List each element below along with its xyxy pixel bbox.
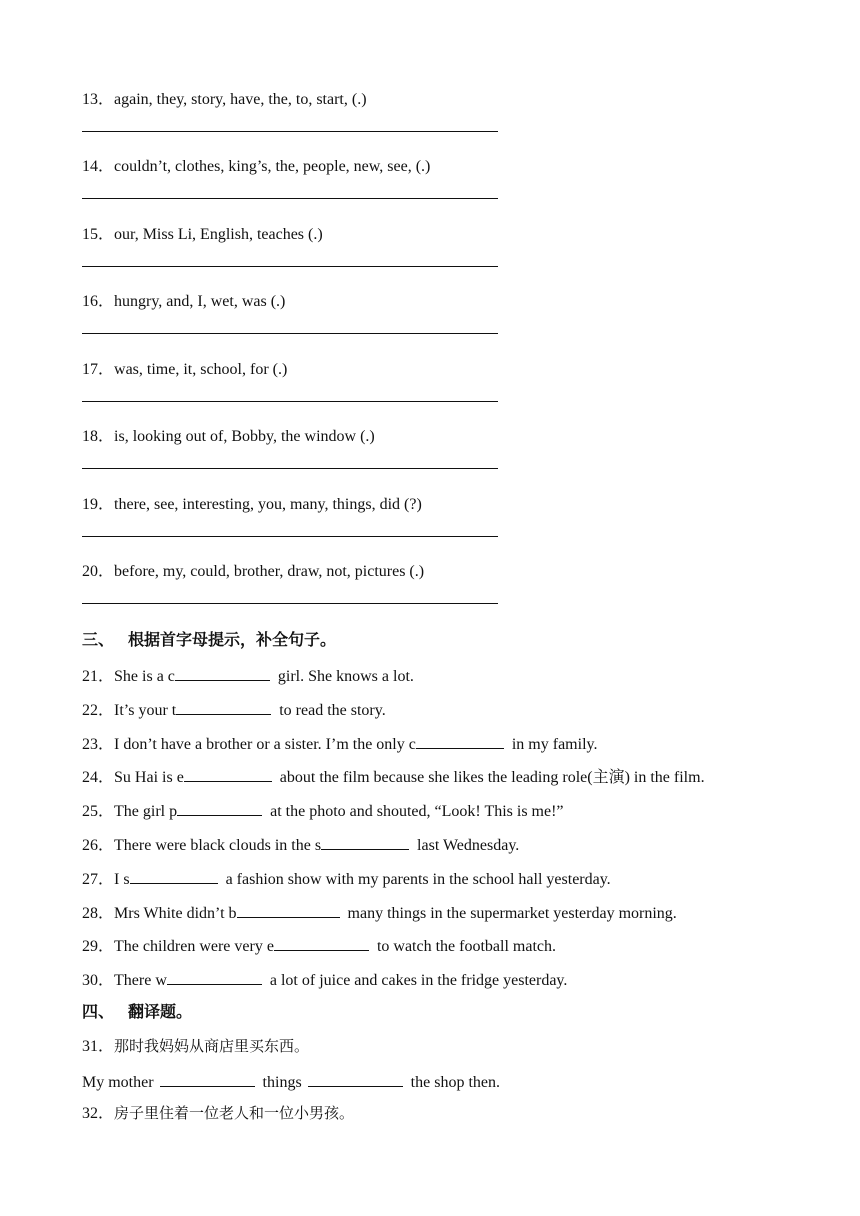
question-number: 25． <box>82 803 115 820</box>
question-suffix: to read the story. <box>279 702 386 719</box>
question-24 <box>82 765 705 788</box>
answer-blank[interactable] <box>160 1070 255 1087</box>
question-28 <box>82 901 677 924</box>
answer-suffix: the shop then. <box>410 1074 500 1091</box>
question-25 <box>82 799 564 822</box>
answer-line <box>82 333 498 334</box>
question-suffix: many things in the supermarket yesterday morning. <box>347 905 677 922</box>
answer-blank[interactable] <box>416 732 504 749</box>
answer-line <box>82 266 498 267</box>
question-number: 18． <box>82 428 115 445</box>
question-15 <box>82 225 502 245</box>
question-prefix: The children were very e <box>114 938 274 955</box>
question-29 <box>82 934 556 957</box>
question-prefix: There w <box>114 972 167 989</box>
question-suffix: last Wednesday. <box>417 837 520 854</box>
question-text <box>82 562 502 582</box>
answer-line <box>82 536 498 537</box>
answer-blank[interactable] <box>184 765 272 782</box>
question-number: 20． <box>82 563 115 580</box>
question-number: 29． <box>82 938 115 955</box>
chinese-sentence: 房子里住着一位老人和一位小男孩。 <box>114 1104 355 1122</box>
question-prefix: It’s your t <box>114 702 177 719</box>
answer-blank[interactable] <box>130 867 218 884</box>
question-number: 27． <box>82 871 115 888</box>
question-20 <box>82 562 502 582</box>
question-suffix: a fashion show with my parents in the school hall yesterday. <box>225 871 611 888</box>
question-words: hungry, and, I, wet, was (.) <box>114 293 286 310</box>
question-number: 24． <box>82 769 115 786</box>
question-number: 32． <box>82 1105 115 1122</box>
answer-line <box>82 603 498 604</box>
question-23 <box>82 732 597 755</box>
question-32 <box>82 1103 354 1124</box>
answer-blank[interactable] <box>176 698 271 715</box>
question-words: was, time, it, school, for (.) <box>114 361 288 378</box>
answer-line <box>82 468 498 469</box>
answer-blank[interactable] <box>274 934 369 951</box>
question-16 <box>82 292 502 312</box>
question-number: 15． <box>82 226 115 243</box>
section-title: 根据首字母提示，补全句子。 <box>128 630 337 649</box>
question-suffix: about the film because she likes the leading role(主演) in the film. <box>279 769 705 786</box>
question-words: before, my, could, brother, draw, not, pictures (.) <box>114 563 425 580</box>
question-number: 14． <box>82 158 115 175</box>
question-prefix: Mrs White didn’t b <box>114 905 237 922</box>
question-number: 30． <box>82 972 115 989</box>
question-suffix: in my family. <box>511 736 598 753</box>
question-27 <box>82 867 611 890</box>
section-four-heading <box>82 1002 192 1022</box>
question-14 <box>82 157 502 177</box>
question-suffix: girl. She knows a lot. <box>277 668 414 685</box>
section-three-heading <box>82 630 336 650</box>
answer-middle: things <box>262 1074 302 1091</box>
question-21 <box>82 664 414 687</box>
question-number: 21． <box>82 668 115 685</box>
question-text <box>82 157 502 177</box>
question-text <box>82 292 502 312</box>
question-31 <box>82 1036 309 1057</box>
question-22 <box>82 698 386 721</box>
question-number: 16． <box>82 293 115 310</box>
question-text <box>82 360 502 380</box>
answer-blank[interactable] <box>167 968 262 985</box>
question-17 <box>82 360 502 380</box>
question-suffix: at the photo and shouted, “Look! This is me!” <box>270 803 564 820</box>
question-text <box>82 90 502 110</box>
question-words: is, looking out of, Bobby, the window (.) <box>114 428 375 445</box>
question-prefix: The girl p <box>114 803 178 820</box>
answer-blank[interactable] <box>237 901 340 918</box>
section-title: 翻译题。 <box>128 1002 193 1021</box>
question-18 <box>82 427 502 447</box>
question-number: 31． <box>82 1038 115 1055</box>
question-number: 22． <box>82 702 115 719</box>
question-number: 13． <box>82 91 115 108</box>
question-26 <box>82 833 519 856</box>
question-words: there, see, interesting, you, many, things, did (?) <box>114 496 422 513</box>
question-30 <box>82 968 567 991</box>
answer-line <box>82 198 498 199</box>
question-number: 23． <box>82 736 115 753</box>
question-suffix: a lot of juice and cakes in the fridge yesterday. <box>269 972 568 989</box>
question-words: our, Miss Li, English, teaches (.) <box>114 226 323 243</box>
question-31-answer <box>82 1070 500 1093</box>
question-13 <box>82 90 502 110</box>
answer-blank[interactable] <box>321 833 409 850</box>
answer-line <box>82 401 498 402</box>
question-19 <box>82 495 502 515</box>
question-prefix: I s <box>114 871 130 888</box>
question-text <box>82 427 502 447</box>
question-text <box>82 495 502 515</box>
question-prefix: There were black clouds in the s <box>114 837 322 854</box>
section-number: 四、 <box>82 1002 115 1021</box>
chinese-sentence: 那时我妈妈从商店里买东西。 <box>114 1037 310 1055</box>
question-prefix: I don’t have a brother or a sister. I’m the only c <box>114 736 416 753</box>
question-number: 17． <box>82 361 115 378</box>
question-words: couldn’t, clothes, king’s, the, people, new, see, (.) <box>114 158 431 175</box>
answer-line <box>82 131 498 132</box>
answer-blank[interactable] <box>308 1070 403 1087</box>
question-suffix: to watch the football match. <box>376 938 556 955</box>
answer-blank[interactable] <box>177 799 262 816</box>
question-number: 19． <box>82 496 115 513</box>
answer-blank[interactable] <box>175 664 270 681</box>
question-text <box>82 225 502 245</box>
question-prefix: Su Hai is e <box>114 769 184 786</box>
question-number: 28． <box>82 905 115 922</box>
answer-prefix: My mother <box>82 1074 154 1091</box>
question-prefix: She is a c <box>114 668 175 685</box>
question-words: again, they, story, have, the, to, start, (.) <box>114 91 367 108</box>
question-number: 26． <box>82 837 115 854</box>
section-number: 三、 <box>82 630 115 649</box>
